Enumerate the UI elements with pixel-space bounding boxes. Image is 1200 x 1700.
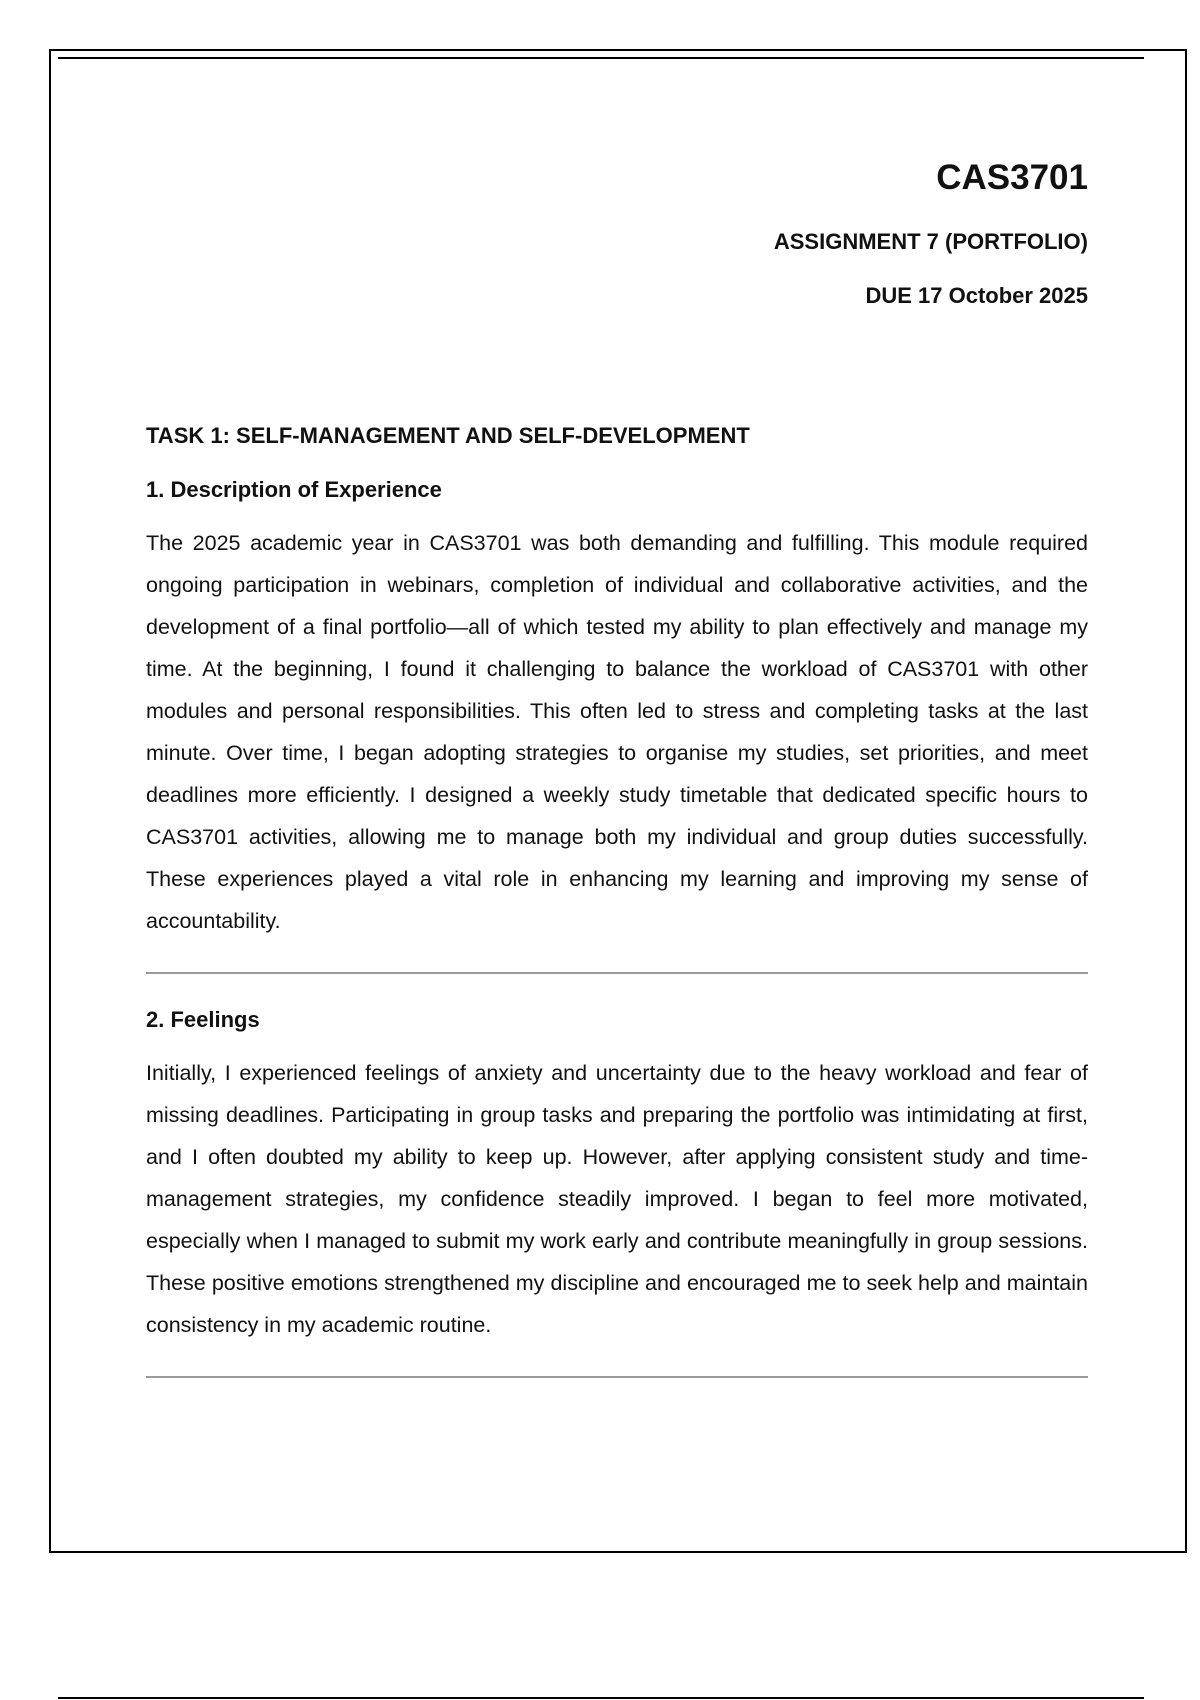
top-rule [58,57,1144,59]
due-date: DUE 17 October 2025 [865,283,1088,308]
section-divider [146,1376,1088,1378]
section-body-feelings: Initially, I experienced feelings of anxiety and uncertainty due to the heavy workload and fear of missing deadlines. Participating in group tasks and preparing the portfolio was intimidating at first, and I often doubted my ability to keep up. However, after applying consistent study and time-management strategies, my confidence steadily improved. I began to feel more motivated, especially when I managed to submit my work early and contribute meaningfully in group sessions. These positive emotions strengthened my discipline and encouraged me to seek help and maintain consistency in my academic routine. [146,1061,1088,1337]
document-body [146,420,1088,1378]
section-heading-description: 1. Description of Experience [146,477,442,502]
document-header [774,150,1088,312]
section-divider [146,972,1088,974]
bottom-rule [58,1697,1144,1699]
section-heading-feelings: 2. Feelings [146,1007,260,1032]
course-code: CAS3701 [936,158,1088,197]
assignment-title: ASSIGNMENT 7 (PORTFOLIO) [773,229,1088,254]
task-heading: TASK 1: SELF-MANAGEMENT AND SELF-DEVELOPMENT [146,423,750,448]
section-body-description: The 2025 academic year in CAS3701 was both demanding and fulfilling. This module required ongoing participation in webinars, completion of individual and collaborative activities, and the development of a final portfolio—all of which tested my ability to plan effectively and manage my time. At the beginning, I found it challenging to balance the workload of CAS3701 with other modules and personal responsibilities. This often led to stress and completing tasks at the last minute. Over time, I began adopting strategies to organise my studies, set priorities, and meet deadlines more efficiently. I designed a weekly study timetable that dedicated specific hours to CAS3701 activities, allowing me to manage both my individual and group duties successfully. These experiences played a vital role in enhancing my learning and improving my sense of accountability. [146,531,1088,933]
